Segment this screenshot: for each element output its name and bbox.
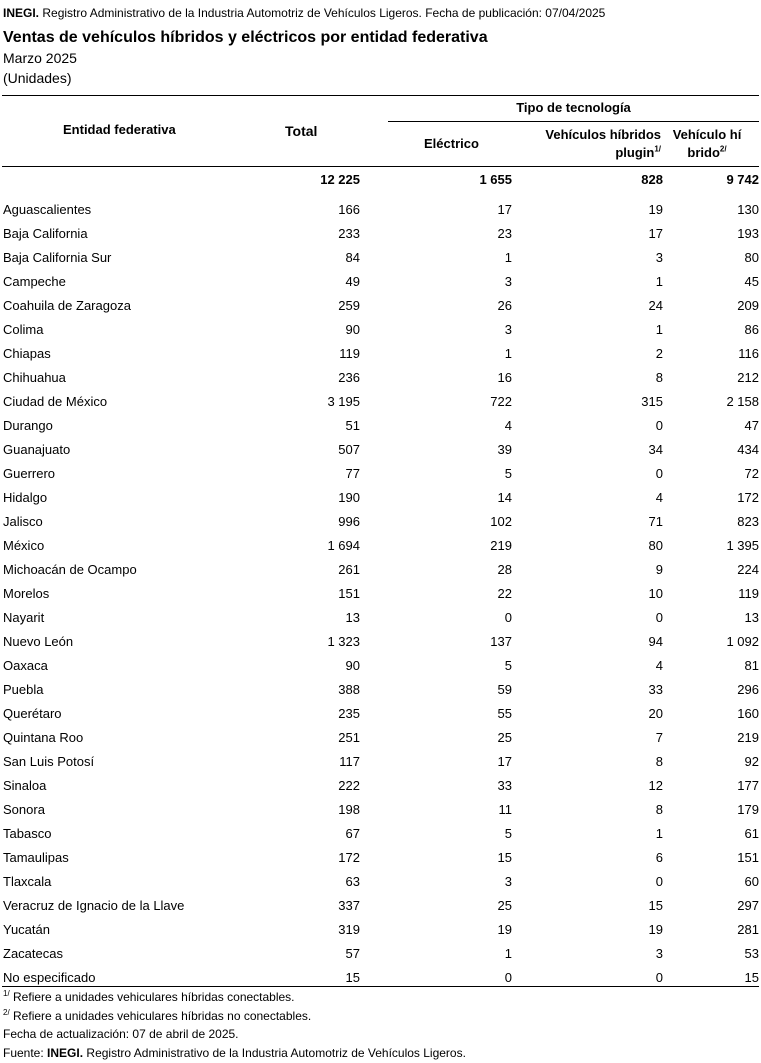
entity-name: Nuevo León bbox=[3, 634, 74, 649]
cell-hybrid: 224 bbox=[737, 562, 759, 577]
cell-hybrid: 1 092 bbox=[726, 634, 759, 649]
table-row bbox=[0, 922, 761, 946]
cell-plugin: 20 bbox=[648, 706, 663, 721]
cell-plugin: 33 bbox=[648, 682, 663, 697]
cell-total: 235 bbox=[338, 706, 360, 721]
cell-plugin: 8 bbox=[655, 754, 663, 769]
cell-total: 388 bbox=[338, 682, 360, 697]
footnote-2-mark: 2/ bbox=[3, 1008, 10, 1017]
cell-hybrid: 151 bbox=[737, 850, 759, 865]
cell-total: 233 bbox=[338, 226, 360, 241]
cell-plugin: 15 bbox=[648, 898, 663, 913]
entity-name: Puebla bbox=[3, 682, 44, 697]
cell-plugin: 10 bbox=[648, 586, 663, 601]
cell-electric: 3 bbox=[504, 322, 512, 337]
cell-total: 337 bbox=[338, 898, 360, 913]
table-row bbox=[0, 370, 761, 394]
entity-name: Baja California Sur bbox=[3, 250, 112, 265]
cell-total: 996 bbox=[338, 514, 360, 529]
table-row bbox=[0, 586, 761, 610]
cell-electric: 4 bbox=[504, 418, 512, 433]
col-header-hybrid bbox=[664, 126, 750, 162]
cell-electric: 219 bbox=[490, 538, 512, 553]
cell-electric: 0 bbox=[504, 610, 512, 625]
table-bottom-rule bbox=[2, 986, 759, 987]
cell-hybrid: 1 395 bbox=[726, 538, 759, 553]
entity-name: Aguascalientes bbox=[3, 202, 92, 217]
cell-plugin: 19 bbox=[648, 922, 663, 937]
cell-hybrid: 81 bbox=[744, 658, 759, 673]
table-top-rule bbox=[2, 95, 759, 96]
cell-plugin: 3 bbox=[655, 250, 663, 265]
cell-electric: 3 bbox=[504, 874, 512, 889]
cell-plugin: 8 bbox=[655, 370, 663, 385]
cell-plugin: 3 bbox=[655, 946, 663, 961]
cell-total: 119 bbox=[339, 346, 360, 361]
cell-hybrid: 47 bbox=[744, 418, 759, 433]
cell-plugin: 0 bbox=[655, 466, 663, 481]
entity-name: Guerrero bbox=[3, 466, 56, 481]
source-text: Registro Administrativo de la Industria Automotriz de Vehículos Ligeros. Fecha de publicación: 07/04/2025 bbox=[42, 6, 606, 20]
table-row bbox=[0, 418, 761, 442]
cell-total: 172 bbox=[338, 850, 360, 865]
cell-hybrid: 92 bbox=[744, 754, 759, 769]
cell-hybrid: 172 bbox=[737, 490, 759, 505]
cell-plugin: 4 bbox=[655, 658, 663, 673]
totals-electric: 1 655 bbox=[479, 172, 512, 187]
col-header-hybrid-line1: Vehículo hí bbox=[672, 127, 742, 142]
source-bottom-label: Fuente: bbox=[3, 1046, 44, 1060]
page-title: Ventas de vehículos híbridos y eléctricos por entidad federativa bbox=[3, 29, 488, 46]
table-row bbox=[0, 706, 761, 730]
table-row bbox=[0, 202, 761, 226]
footnote-ref-1: 1/ bbox=[654, 144, 661, 154]
footnote-2-text: Refiere a unidades vehiculares híbridas no conectables. bbox=[13, 1009, 312, 1023]
publication-source bbox=[3, 6, 605, 20]
table-row bbox=[0, 442, 761, 466]
cell-plugin: 17 bbox=[648, 226, 663, 241]
cell-hybrid: 53 bbox=[744, 946, 759, 961]
cell-plugin: 315 bbox=[641, 394, 663, 409]
entity-name: Nayarit bbox=[3, 610, 45, 625]
cell-plugin: 7 bbox=[655, 730, 663, 745]
cell-total: 261 bbox=[338, 562, 360, 577]
cell-electric: 3 bbox=[504, 274, 512, 289]
source-bottom-text: Registro Administrativo de la Industria Automotriz de Vehículos Ligeros. bbox=[86, 1046, 466, 1060]
cell-hybrid: 130 bbox=[737, 202, 759, 217]
cell-electric: 23 bbox=[497, 226, 512, 241]
table-row bbox=[0, 298, 761, 322]
cell-plugin: 71 bbox=[648, 514, 663, 529]
cell-plugin: 94 bbox=[648, 634, 663, 649]
cell-electric: 102 bbox=[490, 514, 512, 529]
entity-name: Michoacán de Ocampo bbox=[3, 562, 137, 577]
entity-name: Jalisco bbox=[3, 514, 43, 529]
cell-total: 51 bbox=[345, 418, 360, 433]
cell-hybrid: 179 bbox=[737, 802, 759, 817]
entity-name: Durango bbox=[3, 418, 53, 433]
entity-name: Tabasco bbox=[3, 826, 52, 841]
entity-name: Yucatán bbox=[3, 922, 50, 937]
cell-plugin: 0 bbox=[655, 610, 663, 625]
units-label: (Unidades) bbox=[3, 70, 72, 86]
cell-total: 259 bbox=[338, 298, 360, 313]
cell-electric: 16 bbox=[497, 370, 512, 385]
cell-plugin: 2 bbox=[655, 346, 663, 361]
table-row bbox=[0, 466, 761, 490]
cell-total: 84 bbox=[345, 250, 360, 265]
entity-name: Tamaulipas bbox=[3, 850, 69, 865]
entity-name: San Luis Potosí bbox=[3, 754, 95, 769]
cell-electric: 722 bbox=[490, 394, 512, 409]
table-row bbox=[0, 898, 761, 922]
cell-electric: 17 bbox=[497, 202, 512, 217]
cell-electric: 22 bbox=[497, 586, 512, 601]
entity-name: Querétaro bbox=[3, 706, 62, 721]
col-header-hybrid-line2: brido bbox=[687, 145, 720, 160]
cell-hybrid: 209 bbox=[737, 298, 759, 313]
cell-plugin: 0 bbox=[655, 418, 663, 433]
table-row bbox=[0, 250, 761, 274]
cell-hybrid: 61 bbox=[744, 826, 759, 841]
table-row bbox=[0, 658, 761, 682]
totals-row bbox=[0, 172, 761, 196]
table-row bbox=[0, 634, 761, 658]
entity-name: Tlaxcala bbox=[3, 874, 52, 889]
cell-electric: 137 bbox=[490, 634, 512, 649]
period-label: Marzo 2025 bbox=[3, 50, 77, 66]
cell-electric: 1 bbox=[504, 250, 512, 265]
cell-hybrid: 296 bbox=[737, 682, 759, 697]
col-header-plugin-line1: Vehículos híbridos bbox=[545, 127, 661, 142]
cell-electric: 11 bbox=[498, 802, 512, 817]
cell-total: 166 bbox=[338, 202, 360, 217]
table-row bbox=[0, 850, 761, 874]
entity-name: Sinaloa bbox=[3, 778, 47, 793]
col-header-group: Tipo de tecnología bbox=[516, 100, 631, 115]
entity-name: Oaxaca bbox=[3, 658, 48, 673]
cell-total: 190 bbox=[338, 490, 360, 505]
entity-name: Quintana Roo bbox=[3, 730, 84, 745]
cell-hybrid: 15 bbox=[744, 970, 759, 985]
cell-electric: 55 bbox=[497, 706, 512, 721]
cell-plugin: 34 bbox=[648, 442, 663, 457]
cell-hybrid: 72 bbox=[744, 466, 759, 481]
entity-name: Veracruz de Ignacio de la Llave bbox=[3, 898, 185, 913]
cell-total: 3 195 bbox=[327, 394, 360, 409]
cell-electric: 1 bbox=[504, 946, 512, 961]
entity-name: Ciudad de México bbox=[3, 394, 108, 409]
cell-total: 1 323 bbox=[327, 634, 360, 649]
table-row bbox=[0, 682, 761, 706]
cell-electric: 19 bbox=[497, 922, 512, 937]
source-bottom-org: INEGI. bbox=[47, 1046, 84, 1060]
cell-total: 222 bbox=[338, 778, 360, 793]
entity-name: Chihuahua bbox=[3, 370, 66, 385]
footnote-1-mark: 1/ bbox=[3, 989, 10, 998]
table-row bbox=[0, 826, 761, 850]
entity-name: Chiapas bbox=[3, 346, 51, 361]
cell-hybrid: 86 bbox=[744, 322, 759, 337]
cell-plugin: 4 bbox=[655, 490, 663, 505]
cell-plugin: 0 bbox=[655, 874, 663, 889]
cell-total: 236 bbox=[338, 370, 360, 385]
cell-total: 63 bbox=[345, 874, 360, 889]
totals-hybrid: 9 742 bbox=[726, 172, 759, 187]
cell-total: 198 bbox=[338, 802, 360, 817]
cell-plugin: 1 bbox=[655, 322, 663, 337]
table-row bbox=[0, 490, 761, 514]
entity-name: Zacatecas bbox=[3, 946, 63, 961]
cell-hybrid: 193 bbox=[737, 226, 759, 241]
col-header-entity: Entidad federativa bbox=[63, 122, 176, 137]
col-header-electric: Eléctrico bbox=[424, 136, 479, 151]
entity-name: Hidalgo bbox=[3, 490, 48, 505]
cell-total: 67 bbox=[345, 826, 360, 841]
table-row bbox=[0, 730, 761, 754]
cell-total: 13 bbox=[345, 610, 360, 625]
cell-plugin: 19 bbox=[648, 202, 663, 217]
cell-total: 507 bbox=[338, 442, 360, 457]
table-row bbox=[0, 946, 761, 970]
cell-total: 319 bbox=[338, 922, 360, 937]
cell-plugin: 0 bbox=[655, 970, 663, 985]
entity-name: Guanajuato bbox=[3, 442, 71, 457]
cell-hybrid: 823 bbox=[737, 514, 759, 529]
cell-electric: 17 bbox=[497, 754, 512, 769]
cell-total: 251 bbox=[338, 730, 360, 745]
cell-hybrid: 160 bbox=[737, 706, 759, 721]
entity-name: México bbox=[3, 538, 45, 553]
table-row bbox=[0, 274, 761, 298]
cell-electric: 0 bbox=[504, 970, 512, 985]
cell-total: 151 bbox=[338, 586, 360, 601]
cell-electric: 5 bbox=[504, 466, 512, 481]
cell-total: 1 694 bbox=[327, 538, 360, 553]
entity-name: Coahuila de Zaragoza bbox=[3, 298, 131, 313]
cell-hybrid: 212 bbox=[737, 370, 759, 385]
table-row bbox=[0, 538, 761, 562]
cell-total: 15 bbox=[345, 970, 360, 985]
group-header-rule bbox=[388, 121, 759, 122]
cell-electric: 15 bbox=[497, 850, 512, 865]
cell-plugin: 1 bbox=[655, 826, 663, 841]
totals-total: 12 225 bbox=[320, 172, 360, 187]
entity-name: No especificado bbox=[3, 970, 96, 985]
entity-name: Campeche bbox=[3, 274, 66, 289]
cell-plugin: 9 bbox=[655, 562, 663, 577]
cell-hybrid: 80 bbox=[744, 250, 759, 265]
cell-hybrid: 116 bbox=[738, 346, 759, 361]
entity-name: Colima bbox=[3, 322, 44, 337]
table-row bbox=[0, 394, 761, 418]
cell-plugin: 12 bbox=[648, 778, 663, 793]
cell-plugin: 6 bbox=[655, 850, 663, 865]
cell-electric: 33 bbox=[497, 778, 512, 793]
cell-hybrid: 2 158 bbox=[726, 394, 759, 409]
cell-total: 49 bbox=[345, 274, 360, 289]
table-row bbox=[0, 514, 761, 538]
cell-hybrid: 219 bbox=[737, 730, 759, 745]
source-org: INEGI. bbox=[3, 6, 40, 20]
cell-electric: 26 bbox=[497, 298, 512, 313]
entity-name: Baja California bbox=[3, 226, 88, 241]
col-header-total: Total bbox=[285, 123, 318, 139]
cell-electric: 39 bbox=[497, 442, 512, 457]
footnote-1 bbox=[3, 989, 295, 1004]
cell-hybrid: 13 bbox=[744, 610, 759, 625]
table-row bbox=[0, 802, 761, 826]
table-row bbox=[0, 322, 761, 346]
cell-hybrid: 119 bbox=[738, 586, 759, 601]
cell-electric: 25 bbox=[497, 898, 512, 913]
cell-hybrid: 177 bbox=[737, 778, 759, 793]
table-row bbox=[0, 610, 761, 634]
table-row bbox=[0, 874, 761, 898]
update-date: Fecha de actualización: 07 de abril de 2025. bbox=[3, 1027, 239, 1041]
header-bottom-rule bbox=[2, 166, 759, 167]
cell-electric: 25 bbox=[497, 730, 512, 745]
table-row bbox=[0, 778, 761, 802]
table-row bbox=[0, 562, 761, 586]
cell-electric: 5 bbox=[504, 826, 512, 841]
cell-plugin: 1 bbox=[655, 274, 663, 289]
cell-electric: 59 bbox=[497, 682, 512, 697]
cell-electric: 28 bbox=[497, 562, 512, 577]
cell-plugin: 80 bbox=[648, 538, 663, 553]
cell-total: 57 bbox=[345, 946, 360, 961]
entity-name: Sonora bbox=[3, 802, 45, 817]
totals-plugin: 828 bbox=[641, 172, 663, 187]
cell-total: 90 bbox=[345, 658, 360, 673]
source-bottom bbox=[3, 1046, 466, 1060]
cell-hybrid: 434 bbox=[737, 442, 759, 457]
cell-hybrid: 60 bbox=[744, 874, 759, 889]
entity-name: Morelos bbox=[3, 586, 50, 601]
cell-total: 77 bbox=[345, 466, 360, 481]
cell-hybrid: 281 bbox=[737, 922, 759, 937]
cell-electric: 14 bbox=[497, 490, 512, 505]
footnote-1-text: Refiere a unidades vehiculares híbridas conectables. bbox=[13, 990, 295, 1004]
footnote-2 bbox=[3, 1008, 311, 1023]
cell-total: 90 bbox=[345, 322, 360, 337]
cell-total: 117 bbox=[339, 754, 360, 769]
table-row bbox=[0, 346, 761, 370]
table-row bbox=[0, 754, 761, 778]
footnote-ref-2: 2/ bbox=[719, 144, 727, 154]
cell-plugin: 8 bbox=[655, 802, 663, 817]
col-header-plugin-line2: plugin bbox=[615, 145, 655, 160]
cell-electric: 1 bbox=[504, 346, 512, 361]
cell-electric: 5 bbox=[504, 658, 512, 673]
cell-hybrid: 45 bbox=[744, 274, 759, 289]
cell-hybrid: 297 bbox=[737, 898, 759, 913]
col-header-plugin bbox=[510, 126, 661, 162]
cell-plugin: 24 bbox=[648, 298, 663, 313]
table-row bbox=[0, 226, 761, 250]
